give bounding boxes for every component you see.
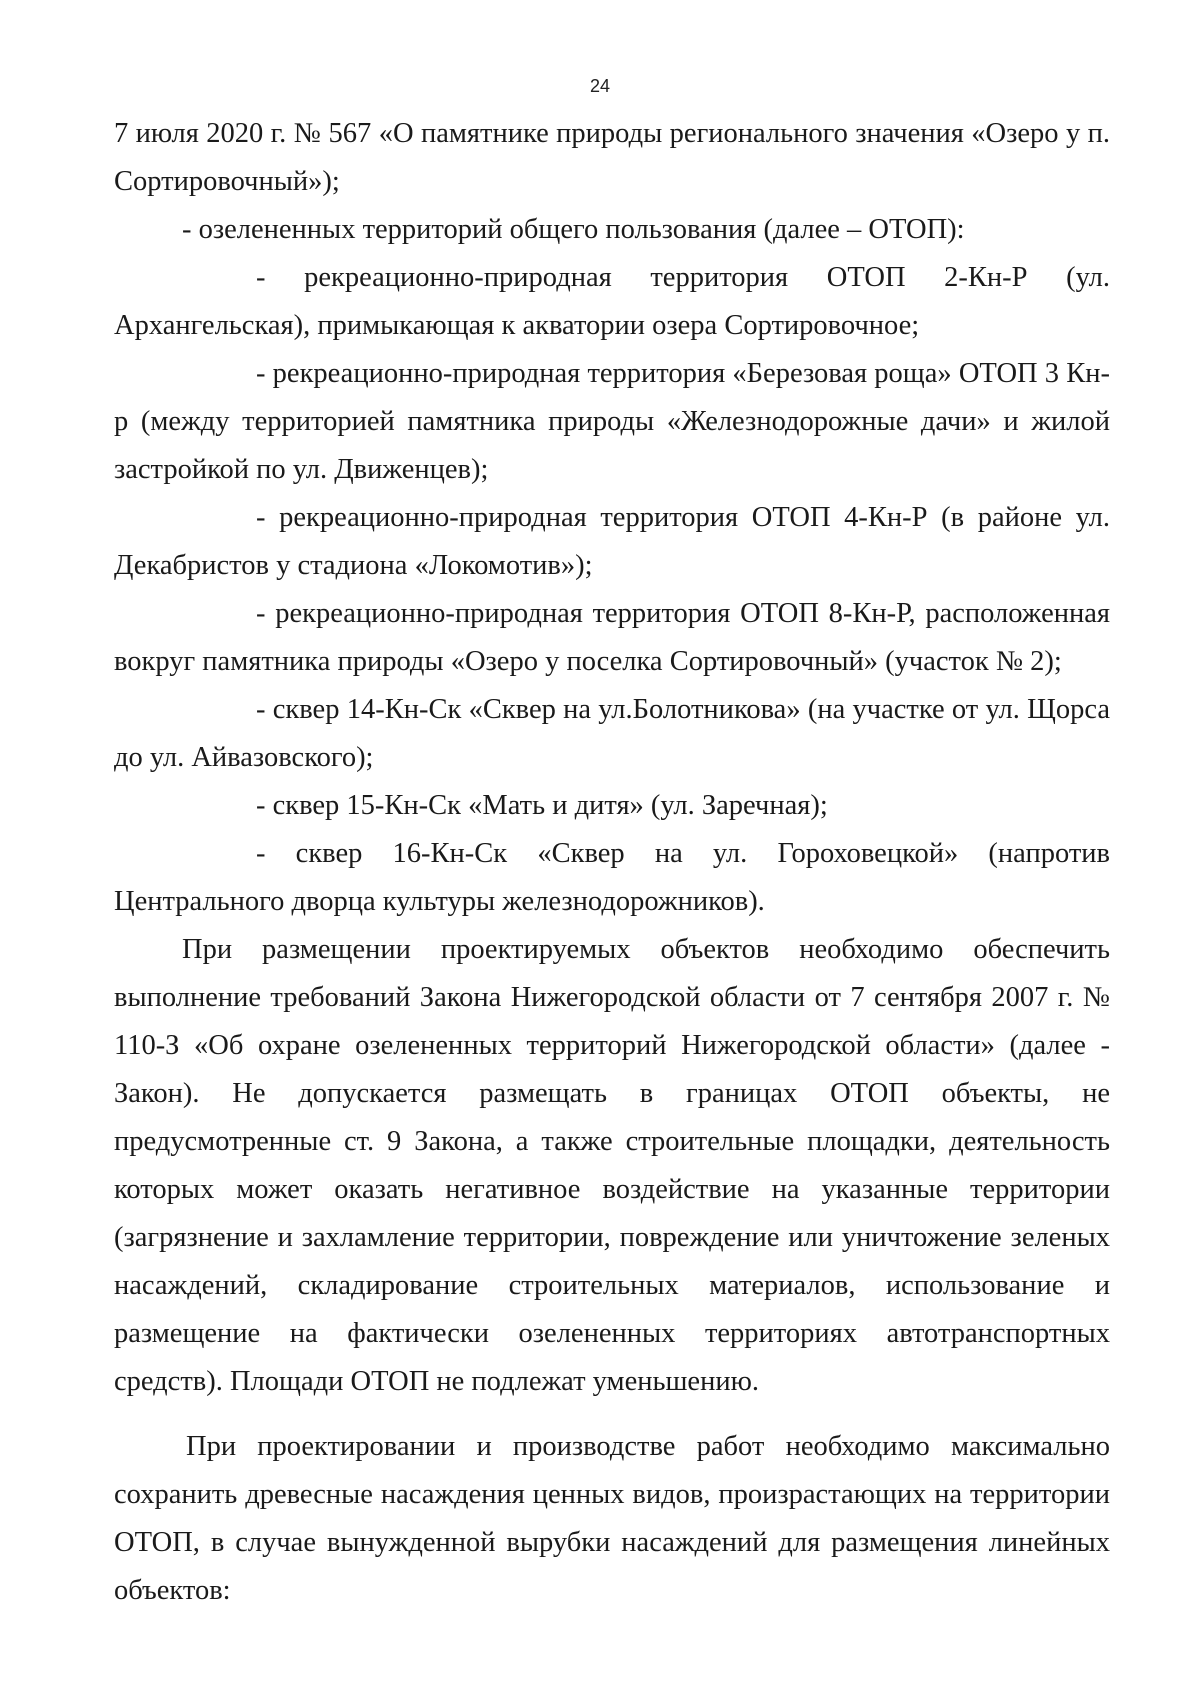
- list-item-square-16: - сквер 16-Кн-Ск «Сквер на ул. Гороховецкой» (напротив Центрального дворца культуры железнодорожников).: [114, 838, 1110, 917]
- list-item-otop-4: - рекреационно-природная территория ОТОП 4-Кн-Р (в районе ул. Декабристов у стадиона «Локомотив»);: [114, 502, 1110, 581]
- paragraph-otop-heading: - озелененных территорий общего пользования (далее – ОТОП):: [182, 214, 965, 245]
- paragraph-placement-requirements: При размещении проектируемых объектов необходимо обеспечить выполнение требований Закона Нижегородской области от 7 сентября 2007 г. № 110-З «Об охране озелененных территорий Нижегородской области» (далее - Закон). Не допускается размещать в границах ОТОП объекты, не предусмотренные ст. 9 Закона, а также строительные площадки, деятельность которых может оказать негативное воздействие на указанные территории (загрязнение и захламление территории, повреждение или уничтожение зеленых насаждений, складирование строительных материалов, использование и размещение на фактически озелененных территориях автотранспортных средств). Площади ОТОП не подлежат уменьшению.: [114, 934, 1110, 1397]
- list-item-square-15: - сквер 15-Кн-Ск «Мать и дитя» (ул. Заречная);: [256, 790, 828, 821]
- page-number: 24: [589, 76, 611, 96]
- paragraph-design-requirements: При проектировании и производстве работ необходимо максимально сохранить древесные насаждения ценных видов, произрастающих на территории ОТОП, в случае вынужденной вырубки насаждений для размещения линейных объектов:: [114, 1431, 1110, 1606]
- list-item-otop-8: - рекреационно-природная территория ОТОП 8-Кн-Р, расположенная вокруг памятника природы «Озеро у поселка Сортировочный» (участок № 2);: [114, 598, 1110, 677]
- list-item-otop-2: - рекреационно-природная территория ОТОП 2-Кн-Р (ул. Архангельская), примыкающая к акватории озера Сортировочное;: [114, 262, 1110, 341]
- document-body: [114, 110, 1110, 1615]
- list-item-square-14: - сквер 14-Кн-Ск «Сквер на ул.Болотникова» (на участке от ул. Щорса до ул. Айвазовского);: [114, 694, 1110, 773]
- paragraph-decree-reference: 7 июля 2020 г. № 567 «О памятнике природы регионального значения «Озеро у п. Сортировочный»);: [114, 118, 1110, 197]
- list-item-otop-3: - рекреационно-природная территория «Березовая роща» ОТОП 3 Кн-р (между территорией памятника природы «Железнодорожные дачи» и жилой застройкой по ул. Движенцев);: [114, 358, 1110, 485]
